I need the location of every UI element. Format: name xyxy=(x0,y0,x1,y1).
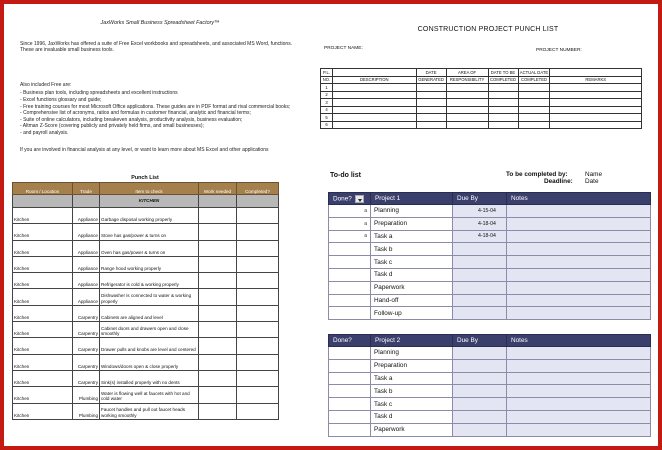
cell[interactable] xyxy=(550,106,642,114)
task-cell[interactable]: Preparation xyxy=(371,217,453,230)
task-cell[interactable]: Task c xyxy=(371,398,453,411)
project-name-label: PROJECT NAME: xyxy=(324,46,363,51)
done-column-header: Done? xyxy=(329,335,371,347)
row-number: 4 xyxy=(321,106,333,114)
notes-cell[interactable] xyxy=(507,307,651,320)
punch-list-title: Punch List xyxy=(131,175,159,181)
due-by-label: To be completed by: xyxy=(506,171,568,178)
table-row xyxy=(13,403,279,419)
todo-row xyxy=(329,359,651,372)
room-cell[interactable]: Kitchen xyxy=(13,354,73,370)
task-cell[interactable]: Paperwork xyxy=(371,281,453,294)
due-date-cell[interactable] xyxy=(453,294,507,307)
intro-bullet: - Altman Z-Score (covering publicly and privately held firms, and small businesses); xyxy=(20,123,300,130)
done-cell[interactable] xyxy=(329,398,371,411)
cell[interactable] xyxy=(488,114,518,122)
due-by-header: Due By xyxy=(453,193,507,205)
project-2-table xyxy=(328,334,651,437)
construction-header: GENERATED xyxy=(416,76,446,84)
trade-cell[interactable]: Carpentry xyxy=(73,338,100,354)
intro-bullet: - Comprehensive list of acronyms, ratios and formulas in customer financial, analytic and financial terms; xyxy=(20,110,300,117)
cell[interactable] xyxy=(550,99,642,107)
work-needed-cell[interactable] xyxy=(199,370,237,386)
deadline-label: Deadline: xyxy=(544,178,573,185)
table-row xyxy=(321,121,642,129)
task-cell[interactable]: Planning xyxy=(371,347,453,360)
table-row xyxy=(321,91,642,99)
todo-title: To-do list xyxy=(330,172,361,179)
notes-cell[interactable] xyxy=(507,281,651,294)
cell[interactable] xyxy=(332,106,416,114)
room-cell[interactable]: Kitchen xyxy=(13,403,73,419)
completed-cell[interactable] xyxy=(237,370,279,386)
due-date-cell[interactable] xyxy=(453,281,507,294)
room-cell[interactable]: Kitchen xyxy=(13,305,73,321)
construction-header: ACTUAL DATE xyxy=(519,69,549,75)
item-cell[interactable]: Stove has gas/power & turns on xyxy=(100,224,199,240)
table-row xyxy=(13,208,279,224)
cell[interactable] xyxy=(446,106,488,114)
construction-header: DATE xyxy=(416,69,446,77)
work-needed-cell[interactable] xyxy=(199,338,237,354)
construction-header: RESPONSIBILITY xyxy=(446,76,488,84)
trade-cell[interactable]: Carpentry xyxy=(73,354,100,370)
cell[interactable] xyxy=(446,84,488,92)
trade-cell[interactable]: Carpentry xyxy=(73,305,100,321)
notes-cell[interactable] xyxy=(507,398,651,411)
cell[interactable] xyxy=(550,84,642,92)
trade-cell[interactable]: Appliance xyxy=(73,240,100,256)
completed-cell[interactable] xyxy=(237,256,279,272)
cell[interactable] xyxy=(518,91,550,99)
cell[interactable] xyxy=(488,99,518,107)
notes-cell[interactable] xyxy=(507,205,651,218)
table-row xyxy=(13,370,279,386)
intro-bullet: - Free training courses for most Microsoft Office applications. These guides are in PDF format and rival commercial books; xyxy=(20,104,300,111)
notes-cell[interactable] xyxy=(507,217,651,230)
cell[interactable] xyxy=(416,99,446,107)
todo-row xyxy=(329,243,651,256)
project-1-table xyxy=(328,192,651,320)
due-date-cell[interactable] xyxy=(453,243,507,256)
cell[interactable] xyxy=(332,99,416,107)
item-cell[interactable]: Water is flowing well at faucets with hot and cold water xyxy=(100,387,199,403)
construction-table xyxy=(320,68,642,129)
due-date-cell[interactable] xyxy=(453,347,507,360)
trade-cell[interactable]: Carpentry xyxy=(73,322,100,338)
intro-bullet: - and payroll analysis. xyxy=(20,130,300,137)
notes-cell[interactable] xyxy=(507,347,651,360)
task-cell[interactable]: Task c xyxy=(371,256,453,269)
cell[interactable] xyxy=(446,121,488,129)
table-row xyxy=(321,114,642,122)
completed-cell[interactable] xyxy=(237,387,279,403)
item-cell[interactable]: Refrigerator is cold & working properly xyxy=(100,273,199,289)
due-date-cell[interactable] xyxy=(453,423,507,436)
due-date-cell[interactable] xyxy=(453,256,507,269)
completed-cell[interactable] xyxy=(237,208,279,224)
filter-dropdown-icon[interactable] xyxy=(355,195,364,203)
todo-row xyxy=(329,281,651,294)
task-cell[interactable]: Paperwork xyxy=(371,423,453,436)
done-cell[interactable]: a xyxy=(329,217,371,230)
done-header-label: Done? xyxy=(333,195,352,203)
table-row xyxy=(13,256,279,272)
notes-cell[interactable] xyxy=(507,268,651,281)
construction-header: P.L. xyxy=(321,69,333,77)
todo-row xyxy=(329,410,651,423)
room-cell[interactable]: Kitchen xyxy=(13,224,73,240)
row-number: 2 xyxy=(321,91,333,99)
cell[interactable] xyxy=(518,84,550,92)
cell[interactable] xyxy=(332,84,416,92)
work-needed-cell[interactable] xyxy=(199,256,237,272)
done-cell[interactable] xyxy=(329,410,371,423)
table-row xyxy=(13,387,279,403)
due-date-cell[interactable] xyxy=(453,398,507,411)
table-row xyxy=(321,84,642,92)
todo-row xyxy=(329,256,651,269)
todo-row xyxy=(329,294,651,307)
completed-cell[interactable] xyxy=(237,322,279,338)
trade-cell[interactable]: Carpentry xyxy=(73,370,100,386)
cell[interactable] xyxy=(550,91,642,99)
construction-header: AREA OF xyxy=(446,69,488,77)
todo-row xyxy=(329,372,651,385)
room-cell[interactable]: Kitchen xyxy=(13,273,73,289)
room-cell[interactable]: Kitchen xyxy=(13,208,73,224)
work-needed-cell[interactable] xyxy=(199,354,237,370)
notes-header: Notes xyxy=(507,335,651,347)
todo-row xyxy=(329,205,651,218)
room-cell[interactable]: Kitchen xyxy=(13,370,73,386)
trade-cell[interactable]: Plumbing xyxy=(73,387,100,403)
done-cell[interactable] xyxy=(329,294,371,307)
cell[interactable] xyxy=(488,121,518,129)
done-cell[interactable] xyxy=(329,423,371,436)
intro-bullet: - Business plan tools, including spreadsheets and excellent instructions xyxy=(20,90,300,97)
table-row xyxy=(13,305,279,321)
construction-title: CONSTRUCTION PROJECT PUNCH LIST xyxy=(417,26,559,33)
column-header-trade[interactable]: Trade xyxy=(73,183,100,195)
notes-cell[interactable] xyxy=(507,385,651,398)
done-cell[interactable] xyxy=(329,307,371,320)
due-date-cell[interactable] xyxy=(453,410,507,423)
table-row xyxy=(321,106,642,114)
due-date-cell[interactable] xyxy=(453,268,507,281)
construction-header: COMPLETED xyxy=(518,76,550,84)
trade-cell[interactable]: Appliance xyxy=(73,289,100,305)
construction-header xyxy=(550,69,642,77)
done-cell[interactable] xyxy=(329,372,371,385)
done-cell[interactable]: a xyxy=(329,205,371,218)
task-cell[interactable]: Planning xyxy=(371,205,453,218)
task-cell[interactable]: Preparation xyxy=(371,359,453,372)
cell[interactable] xyxy=(488,91,518,99)
room-cell[interactable]: Kitchen xyxy=(13,387,73,403)
intro-bullet: - Suite of online calculators, including breakeven analysis, productivity analysis, business evaluation; xyxy=(20,117,300,124)
table-row xyxy=(13,289,279,305)
notes-cell[interactable] xyxy=(507,230,651,243)
done-cell[interactable] xyxy=(329,268,371,281)
notes-cell[interactable] xyxy=(507,359,651,372)
cell[interactable] xyxy=(550,114,642,122)
construction-header: COMPLETED xyxy=(489,77,517,83)
table-row xyxy=(13,338,279,354)
task-cell[interactable]: Task a xyxy=(371,372,453,385)
table-row xyxy=(13,322,279,338)
notes-cell[interactable] xyxy=(507,372,651,385)
done-cell[interactable] xyxy=(329,281,371,294)
category-label: KITCHEN xyxy=(100,195,199,208)
todo-row xyxy=(329,398,651,411)
todo-row xyxy=(329,385,651,398)
cell[interactable] xyxy=(332,121,416,129)
room-cell[interactable]: Kitchen xyxy=(13,289,73,305)
table-row xyxy=(13,224,279,240)
cell[interactable] xyxy=(416,91,446,99)
completed-cell[interactable] xyxy=(237,224,279,240)
construction-punch-list-page xyxy=(316,10,660,162)
due-date-cell[interactable] xyxy=(453,359,507,372)
done-cell[interactable] xyxy=(329,347,371,360)
construction-header xyxy=(332,69,416,77)
work-needed-cell[interactable] xyxy=(199,224,237,240)
cell[interactable] xyxy=(488,106,518,114)
todo-row xyxy=(329,268,651,281)
intro-title: JaxWorks Small Business Spreadsheet Factory™ xyxy=(100,20,220,26)
work-needed-cell[interactable] xyxy=(199,403,237,419)
notes-cell[interactable] xyxy=(507,294,651,307)
todo-row xyxy=(329,217,651,230)
todo-row xyxy=(329,307,651,320)
todo-row xyxy=(329,230,651,243)
task-cell[interactable]: Hand-off xyxy=(371,294,453,307)
cell[interactable] xyxy=(416,106,446,114)
task-cell[interactable]: Task b xyxy=(371,243,453,256)
column-header-room[interactable]: Room / Location xyxy=(13,183,73,195)
item-cell[interactable]: Garbage disposal working properly xyxy=(100,208,199,224)
cell[interactable] xyxy=(416,114,446,122)
item-cell[interactable]: Dishwasher is connected to water & working properly xyxy=(100,289,199,305)
completed-cell[interactable] xyxy=(237,289,279,305)
done-cell[interactable] xyxy=(329,385,371,398)
item-cell[interactable]: Range hood working properly xyxy=(100,256,199,272)
completed-cell[interactable] xyxy=(237,273,279,289)
trade-cell[interactable]: Appliance xyxy=(73,273,100,289)
cell[interactable] xyxy=(446,91,488,99)
todo-row xyxy=(329,347,651,360)
cell[interactable] xyxy=(416,84,446,92)
construction-header: DESCRIPTION xyxy=(332,76,416,84)
row-number: 5 xyxy=(321,114,333,122)
intro-paragraph-1: Since 1996, JaxWorks has offered a suite of Free Excel workbooks and spreadsheets, and associated MS Word, functions. These are invaluable small business tools. xyxy=(20,40,293,54)
task-cell[interactable]: Task a xyxy=(371,230,453,243)
category-row xyxy=(13,195,279,208)
cell[interactable] xyxy=(550,121,642,129)
intro-also-label: Also included Free are: xyxy=(20,81,72,88)
completed-cell[interactable] xyxy=(237,305,279,321)
done-column-header[interactable] xyxy=(329,193,371,205)
completed-cell[interactable] xyxy=(237,240,279,256)
due-by-name[interactable]: Name xyxy=(585,171,603,178)
work-needed-cell[interactable] xyxy=(199,208,237,224)
cell[interactable] xyxy=(518,99,550,107)
row-number: 6 xyxy=(321,121,333,129)
todo-list-sheet xyxy=(316,164,660,448)
due-date-cell[interactable]: 4-18-04 xyxy=(453,217,507,230)
project-number-label: PROJECT NUMBER: xyxy=(536,48,582,53)
work-needed-cell[interactable] xyxy=(199,322,237,338)
notes-cell[interactable] xyxy=(507,423,651,436)
task-cell[interactable]: Task d xyxy=(371,268,453,281)
intro-bullet: - Excel functions glossary and guide; xyxy=(20,97,300,104)
project-2-header: Project 2 xyxy=(371,335,453,347)
due-date-cell[interactable] xyxy=(453,307,507,320)
notes-cell[interactable] xyxy=(507,410,651,423)
work-needed-cell[interactable] xyxy=(199,240,237,256)
intro-paragraph-2: If you are involved in financial analysis at any level, or want to learn more about MS Excel and other applications xyxy=(20,146,269,153)
completed-cell[interactable] xyxy=(237,338,279,354)
due-by-header: Due By xyxy=(453,335,507,347)
item-cell[interactable]: Cabinet doors and drawers open and close smoothly xyxy=(100,322,199,338)
column-header-work-needed[interactable]: Work needed xyxy=(199,183,237,195)
done-cell[interactable] xyxy=(329,359,371,372)
trade-cell[interactable]: Appliance xyxy=(73,208,100,224)
done-cell[interactable]: a xyxy=(329,230,371,243)
construction-header: NO. xyxy=(321,76,333,84)
due-date-cell[interactable] xyxy=(453,372,507,385)
work-needed-cell[interactable] xyxy=(199,305,237,321)
table-row xyxy=(13,354,279,370)
table-row xyxy=(13,273,279,289)
cell[interactable] xyxy=(332,114,416,122)
item-cell[interactable]: Drawer pulls and knobs are level and centered xyxy=(100,338,199,354)
column-header-completed[interactable]: Completed? xyxy=(237,183,279,195)
todo-row xyxy=(329,423,651,436)
cell[interactable] xyxy=(416,121,446,129)
task-cell[interactable]: Task d xyxy=(371,410,453,423)
due-date-cell[interactable]: 4-15-04 xyxy=(453,205,507,218)
construction-header: DATE TO BE xyxy=(488,69,518,77)
cell[interactable] xyxy=(446,114,488,122)
row-number: 1 xyxy=(321,84,333,92)
work-needed-cell[interactable] xyxy=(199,289,237,305)
room-cell[interactable]: Kitchen xyxy=(13,240,73,256)
deadline-date[interactable]: Date xyxy=(585,178,599,185)
punch-list-spreadsheet xyxy=(10,174,280,442)
table-row xyxy=(321,99,642,107)
room-cell[interactable]: Kitchen xyxy=(13,338,73,354)
room-cell[interactable]: Kitchen xyxy=(13,322,73,338)
construction-header: REMARKS xyxy=(550,76,642,84)
trade-cell[interactable]: Appliance xyxy=(73,224,100,240)
task-cell[interactable]: Follow-up xyxy=(371,307,453,320)
notes-cell[interactable] xyxy=(507,256,651,269)
item-cell[interactable]: Cabinets are aligned and level xyxy=(100,305,199,321)
column-header-item[interactable]: Item to check xyxy=(100,183,199,195)
done-cell[interactable] xyxy=(329,256,371,269)
row-number: 3 xyxy=(321,99,333,107)
task-cell[interactable]: Task b xyxy=(371,385,453,398)
notes-cell[interactable] xyxy=(507,243,651,256)
cell[interactable] xyxy=(332,91,416,99)
cell[interactable] xyxy=(518,114,550,122)
room-cell[interactable]: Kitchen xyxy=(13,256,73,272)
item-cell[interactable]: Windows/doors open & close properly xyxy=(100,354,199,370)
completed-cell[interactable] xyxy=(237,403,279,419)
work-needed-cell[interactable] xyxy=(199,273,237,289)
cell[interactable] xyxy=(518,121,550,129)
done-cell[interactable] xyxy=(329,243,371,256)
due-date-cell[interactable]: 4-18-04 xyxy=(453,230,507,243)
item-cell[interactable]: Sink(s) installed properly with no dents xyxy=(100,370,199,386)
punch-list-table xyxy=(12,182,279,420)
table-row xyxy=(13,240,279,256)
project-1-header: Project 1 xyxy=(371,193,453,205)
cell[interactable] xyxy=(446,99,488,107)
cell[interactable] xyxy=(488,84,518,92)
work-needed-cell[interactable] xyxy=(199,387,237,403)
cell[interactable] xyxy=(518,106,550,114)
due-date-cell[interactable] xyxy=(453,385,507,398)
item-cell[interactable]: Faucet handles and pull out faucet heads working smoothly xyxy=(100,403,199,419)
jaxworks-intro-page xyxy=(10,10,310,172)
item-cell[interactable]: Oven has gas/power & turns on xyxy=(100,240,199,256)
intro-bullet-list xyxy=(20,90,300,136)
notes-header: Notes xyxy=(507,193,651,205)
trade-cell[interactable]: Appliance xyxy=(73,256,100,272)
trade-cell[interactable]: Plumbing xyxy=(73,403,100,419)
completed-cell[interactable] xyxy=(237,354,279,370)
